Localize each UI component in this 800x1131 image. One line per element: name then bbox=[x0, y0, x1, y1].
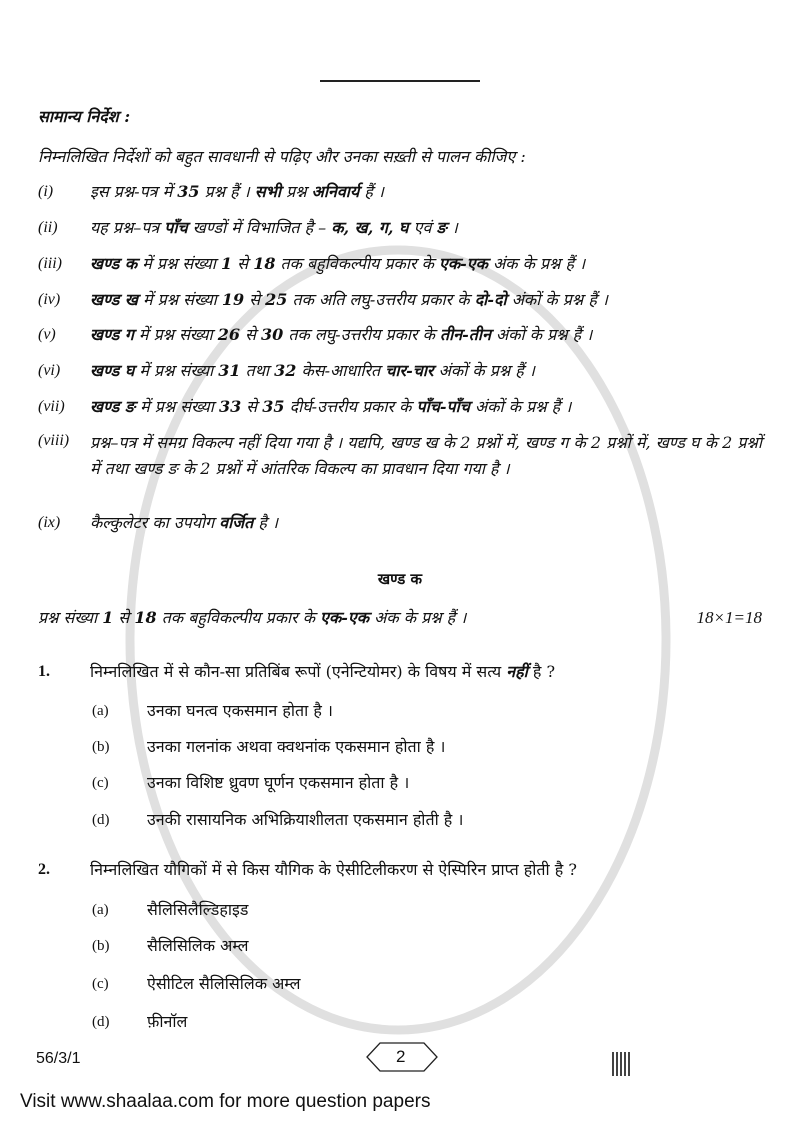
instruction-text bbox=[90, 512, 762, 534]
text-segment: निम्नलिखित में से कौन-सा प्रतिबिंब रूपों (एनेन्टियोमर) के विषय में सत्य bbox=[90, 662, 507, 681]
text-segment: तक लघु-उत्तरीय प्रकार के bbox=[283, 325, 441, 344]
instruction-number: (ix) bbox=[38, 514, 61, 531]
option-text: सैलिसिलिक अम्ल bbox=[147, 936, 249, 955]
text-segment: प्रश्न–पत्र में समग्र विकल्प नहीं दिया गया है । यद्यपि, खण्ड ख के 2 प्रश्नों में, खण्ड ग के 2 प्रश्नों में, खण्ड घ के 2 प्रश्नों में तथा खण्ड ङ के 2 प्रश्नों में आंतरिक विकल्प का प्रावधान दिया गया है । bbox=[90, 433, 762, 478]
question-text bbox=[90, 661, 762, 683]
option-row bbox=[38, 973, 762, 1011]
bold-text: एक-एक bbox=[439, 254, 488, 273]
bold-text: 33 bbox=[218, 397, 242, 416]
instruction-row bbox=[38, 217, 762, 253]
bold-text: 25 bbox=[265, 290, 288, 309]
bold-text: तीन-तीन bbox=[440, 325, 491, 344]
instruction-number: (iii) bbox=[38, 255, 62, 272]
bold-text: खण्ड ख bbox=[90, 290, 138, 309]
document-body bbox=[38, 106, 762, 1035]
text-segment: तक अति लघु-उत्तरीय प्रकार के bbox=[287, 290, 475, 309]
bold-text: ङ bbox=[436, 218, 447, 237]
bold-text: नहीं bbox=[506, 662, 528, 681]
instruction-number: (iv) bbox=[38, 291, 61, 308]
bold-text: 32 bbox=[274, 361, 297, 380]
bold-text: अनिवार्य bbox=[311, 182, 360, 201]
top-rule bbox=[320, 80, 480, 82]
text-segment: अंक के प्रश्न हैं । bbox=[369, 608, 467, 627]
instruction-row bbox=[38, 253, 762, 289]
text-segment: अंकों के प्रश्न हैं । bbox=[469, 397, 572, 416]
bold-text: चार-चार bbox=[385, 361, 434, 380]
option-row bbox=[38, 809, 762, 859]
page-number: 2 bbox=[396, 1047, 406, 1066]
text-segment: एवं bbox=[408, 218, 437, 237]
question-text bbox=[90, 859, 762, 881]
option-label: (c) bbox=[92, 976, 109, 992]
option-row bbox=[38, 1011, 762, 1035]
text-segment: केस-आधारित bbox=[296, 361, 386, 380]
text-segment: है । bbox=[253, 513, 279, 532]
instruction-text bbox=[90, 181, 762, 203]
text-segment: अंकों के प्रश्न हैं । bbox=[506, 290, 608, 309]
bold-text: खण्ड घ bbox=[90, 361, 135, 380]
questions bbox=[38, 661, 762, 1035]
instruction-text bbox=[90, 360, 762, 382]
bold-text: एक-एक bbox=[320, 608, 370, 627]
bold-text: क, ख, ग, घ bbox=[331, 218, 409, 237]
bold-text: 18 bbox=[253, 254, 276, 273]
option-text: उनका गलनांक अथवा क्वथनांक एकसमान होता है । bbox=[147, 737, 446, 756]
bold-text: सभी bbox=[254, 182, 282, 201]
bold-text: 1 bbox=[221, 254, 233, 273]
text-segment: अंकों के प्रश्न हैं । bbox=[490, 325, 593, 344]
option-row bbox=[38, 899, 762, 935]
option-text: उनका विशिष्ट ध्रुवण घूर्णन एकसमान होता है । bbox=[147, 773, 410, 792]
bold-text: 26 bbox=[217, 325, 241, 344]
text-segment: है ? bbox=[527, 662, 556, 681]
bold-text: पाँच bbox=[164, 218, 188, 237]
instruction-row bbox=[38, 181, 762, 217]
text-segment: कैल्कुलेटर का उपयोग bbox=[90, 513, 220, 532]
text-segment: से bbox=[240, 325, 262, 344]
instruction-row bbox=[38, 360, 762, 396]
instruction-number: (ii) bbox=[38, 219, 58, 236]
text-segment: प्रश्न संख्या bbox=[38, 608, 103, 627]
text-segment: से bbox=[113, 608, 135, 627]
instruction-row bbox=[38, 512, 762, 568]
option-row bbox=[38, 700, 762, 736]
text-segment: इस प्रश्न-पत्र में bbox=[90, 182, 178, 201]
bold-text: खण्ड ङ bbox=[90, 397, 136, 416]
instruction-text bbox=[90, 253, 762, 275]
instruction-text bbox=[90, 217, 762, 239]
option-text: ऐसीटिल सैलिसिलिक अम्ल bbox=[147, 974, 301, 993]
text-segment: में प्रश्न संख्या bbox=[133, 325, 218, 344]
text-segment: में प्रश्न संख्या bbox=[135, 397, 219, 416]
section-title: खण्ड क bbox=[377, 570, 423, 588]
text-segment: । bbox=[446, 218, 458, 237]
instruction-text bbox=[90, 430, 762, 482]
bold-text: दो-दो bbox=[474, 290, 507, 309]
text-segment: हैं । bbox=[359, 182, 384, 201]
text-segment: यह प्रश्न–पत्र bbox=[90, 218, 165, 237]
option-row bbox=[38, 736, 762, 772]
text-segment: निम्नलिखित यौगिकों में से किस यौगिक के ऐसीटिलीकरण से ऐस्पिरिन प्राप्त होती है ? bbox=[90, 860, 577, 879]
question-row bbox=[38, 661, 762, 700]
instruction-number: (v) bbox=[38, 326, 56, 343]
bold-text: 30 bbox=[261, 325, 284, 344]
text-segment: तक बहुविकल्पीय प्रकार के bbox=[156, 608, 321, 627]
question-number: 2. bbox=[38, 861, 50, 878]
text-segment: खण्डों में विभाजित है – bbox=[187, 218, 332, 237]
option-row bbox=[38, 935, 762, 973]
visit-link[interactable]: Visit www.shaalaa.com for more question papers bbox=[20, 1091, 431, 1112]
instruction-text bbox=[90, 324, 762, 346]
option-label: (b) bbox=[92, 739, 110, 755]
page-number-badge bbox=[366, 1042, 438, 1072]
bold-text: 35 bbox=[262, 397, 285, 416]
text-segment: में प्रश्न संख्या bbox=[137, 254, 222, 273]
text-segment: प्रश्न हैं । bbox=[199, 182, 255, 201]
text-segment: से bbox=[241, 397, 263, 416]
instruction-text bbox=[90, 289, 762, 311]
text-segment: अंकों के प्रश्न हैं । bbox=[433, 361, 535, 380]
bold-text: 19 bbox=[221, 290, 245, 309]
option-row bbox=[38, 772, 762, 809]
text-segment: अंक के प्रश्न हैं । bbox=[487, 254, 586, 273]
option-text: फ़ीनॉल bbox=[147, 1012, 188, 1031]
text-segment: प्रश्न bbox=[281, 182, 312, 201]
option-label: (d) bbox=[92, 1014, 110, 1030]
bold-text: 31 bbox=[218, 361, 241, 380]
text-segment: में प्रश्न संख्या bbox=[134, 361, 219, 380]
instruction-row bbox=[38, 289, 762, 324]
instruction-row bbox=[38, 430, 762, 512]
option-text: उनका घनत्व एकसमान होता है । bbox=[147, 701, 333, 720]
bold-text: खण्ड ग bbox=[90, 325, 134, 344]
instruction-number: (i) bbox=[38, 183, 54, 200]
instructions-list bbox=[38, 181, 762, 568]
bold-text: वर्जित bbox=[219, 513, 254, 532]
bold-text: 18 bbox=[134, 608, 157, 627]
question-row bbox=[38, 859, 762, 899]
text-segment: से bbox=[244, 290, 266, 309]
bold-text: खण्ड क bbox=[90, 254, 138, 273]
bold-text: 1 bbox=[102, 608, 114, 627]
instruction-number: (viii) bbox=[38, 432, 70, 449]
instruction-row bbox=[38, 324, 762, 360]
option-text: सैलिसिलैल्डिहाइड bbox=[147, 900, 249, 919]
section-marks: 18×1=18 bbox=[696, 608, 762, 627]
text-segment: तक बहुविकल्पीय प्रकार के bbox=[275, 254, 439, 273]
option-label: (a) bbox=[92, 902, 109, 918]
option-label: (d) bbox=[92, 812, 110, 828]
instruction-text bbox=[90, 396, 762, 418]
text-segment: तथा bbox=[240, 361, 275, 380]
instruction-row bbox=[38, 396, 762, 430]
instructions-heading: सामान्य निर्देश : bbox=[38, 107, 131, 126]
question-number: 1. bbox=[38, 663, 50, 680]
option-label: (b) bbox=[92, 938, 110, 954]
paper-code: 56/3/1 bbox=[36, 1050, 81, 1067]
text-segment: से bbox=[232, 254, 254, 273]
text-segment: दीर्घ-उत्तरीय प्रकार के bbox=[284, 397, 417, 416]
bold-text: 35 bbox=[177, 182, 200, 201]
bold-text: पाँच-पाँच bbox=[416, 397, 470, 416]
section-note-row bbox=[38, 607, 762, 661]
instructions-intro: निम्नलिखित निर्देशों को बहुत सावधानी से पढ़िए और उनका सख़्ती से पालन कीजिए : bbox=[38, 147, 526, 166]
section-note bbox=[38, 607, 466, 661]
instruction-number: (vi) bbox=[38, 362, 61, 379]
option-label: (c) bbox=[92, 775, 109, 791]
option-label: (a) bbox=[92, 703, 109, 719]
qr-code-icon bbox=[612, 1052, 632, 1076]
instruction-number: (vii) bbox=[38, 398, 65, 415]
option-text: उनकी रासायनिक अभिक्रियाशीलता एकसमान होती है । bbox=[147, 810, 464, 829]
text-segment: में प्रश्न संख्या bbox=[137, 290, 222, 309]
